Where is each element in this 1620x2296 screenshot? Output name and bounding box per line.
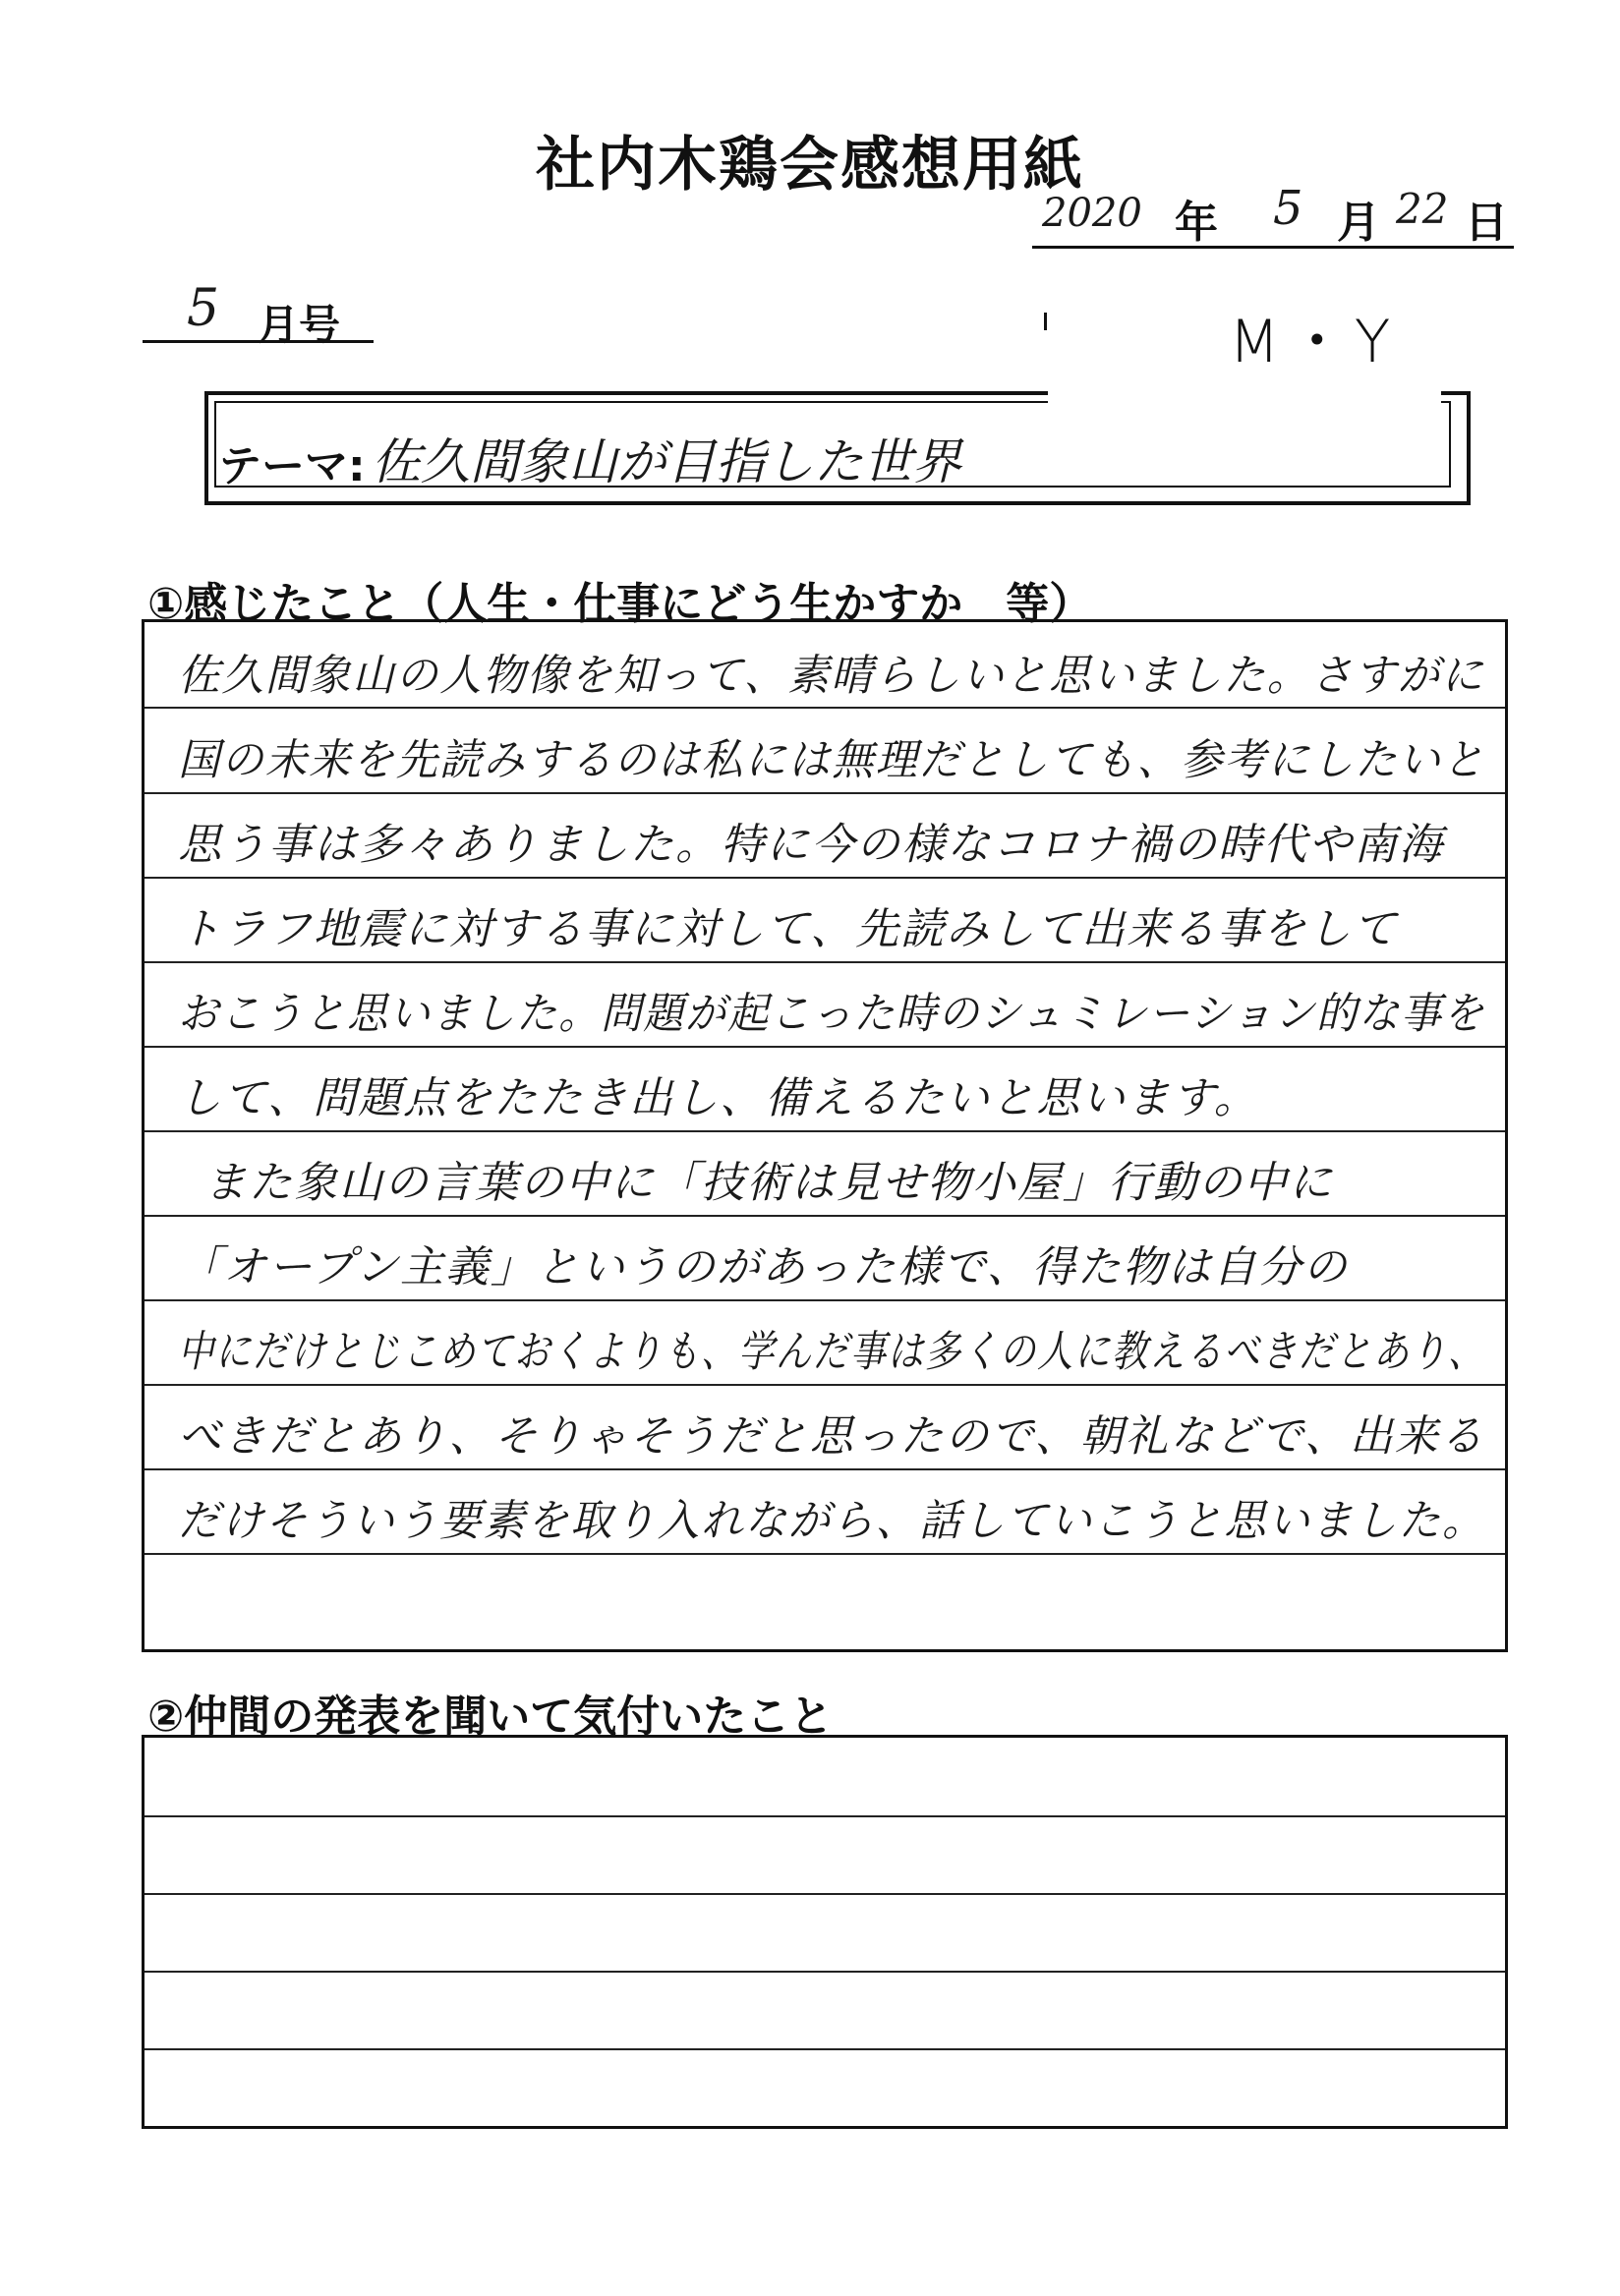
issue-value: 5	[187, 279, 220, 338]
name-field-mark	[1044, 313, 1057, 330]
ruled-line	[145, 1553, 1505, 1555]
handwritten-line: 中にだけとじこめておくよりも、学んだ事は多くの人に教えるべきだとあり、	[178, 1327, 1485, 1377]
handwritten-line: トラフ地震に対する事に対して、先読みして出来る事をして	[178, 904, 1399, 954]
handwritten-line: だけそういう要素を取り入れながら、話していこうと思いました。	[178, 1496, 1486, 1546]
ruled-line	[145, 707, 1505, 709]
handwritten-line: おこうと思いました。問題が起こった時のシュミレーション的な事を	[178, 989, 1486, 1039]
handwritten-line: して、問題点をたたき出し、備えるたいと思います。	[178, 1073, 1259, 1123]
date-field	[1032, 181, 1514, 248]
ruled-line	[145, 1468, 1505, 1470]
ruled-line	[145, 1384, 1505, 1386]
handwritten-line: 国の未来を先読みするのは私には無理だとしても、参考にしたいと	[178, 735, 1486, 785]
ruled-line	[145, 961, 1505, 963]
date-month-value: 5	[1273, 181, 1303, 236]
theme-value: 佐久間象山が目指した世界	[372, 433, 961, 490]
ruled-line	[145, 1971, 1505, 1973]
ruled-line	[145, 792, 1505, 794]
date-month-label: 月	[1337, 198, 1380, 248]
section2-heading: ②仲間の発表を聞いて気付いたこと	[147, 1692, 834, 1742]
ruled-line	[145, 1215, 1505, 1217]
ruled-line	[145, 877, 1505, 879]
date-day-label: 日	[1465, 198, 1508, 248]
form-title: 社内木鶏会感想用紙	[536, 131, 1084, 200]
handwritten-line: 思う事は多々ありました。特に今の様なコロナ禍の時代や南海	[178, 820, 1444, 870]
issue-underline	[143, 340, 374, 343]
handwritten-line: また象山の言葉の中に「技術は見せ物小屋」行動の中に	[203, 1158, 1334, 1208]
date-day-value: 22	[1396, 185, 1449, 233]
section1-heading: ①感じたこと（人生・仕事にどう生かすか 等）	[147, 579, 1093, 629]
ruled-line	[145, 1046, 1505, 1048]
date-year-label: 年	[1175, 198, 1218, 248]
handwritten-line: べきだとあり、そりゃそうだと思ったので、朝礼などで、出来る	[178, 1411, 1485, 1462]
ruled-line	[145, 1815, 1505, 1817]
handwritten-line: 「オープン主義」というのがあった様で、得た物は自分の	[178, 1242, 1349, 1292]
ruled-line	[145, 1130, 1505, 1132]
date-underline	[1032, 246, 1514, 249]
ruled-line	[145, 1299, 1505, 1301]
ruled-line	[145, 2048, 1505, 2050]
theme-box-gap	[1048, 385, 1441, 480]
ruled-line	[145, 1893, 1505, 1895]
section1-ruled-box	[142, 619, 1508, 1652]
handwritten-line: 佐久間象山の人物像を知って、素晴らしいと思いました。さすがに	[178, 651, 1485, 701]
date-year-value: 2020	[1042, 191, 1142, 236]
name-value: M・Y	[1229, 308, 1399, 376]
section2-ruled-box	[142, 1735, 1508, 2129]
issue-label: 月号	[258, 301, 341, 349]
theme-label: テーマ:	[218, 441, 366, 491]
